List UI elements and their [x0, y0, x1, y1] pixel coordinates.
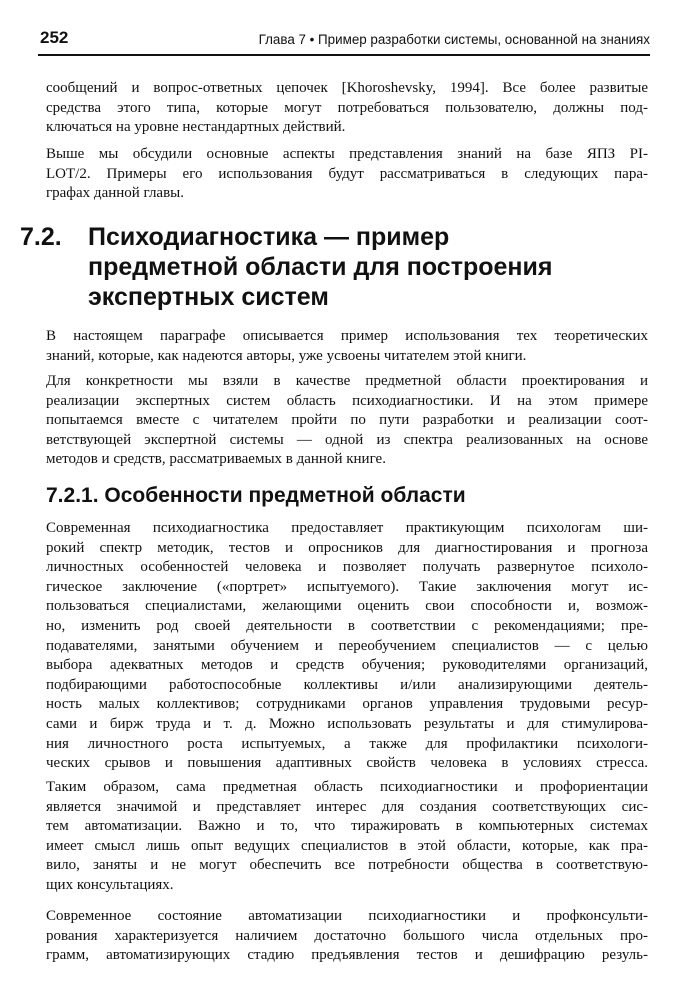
- text-line: ческих срывов и повышения адаптивных свойств человека в условиях стресса.: [46, 755, 648, 772]
- paragraph: [46, 778, 648, 896]
- text-line: реализации экспертных систем область психодиагностики. И на этом примере: [46, 392, 648, 409]
- text-line: LOT/2. Примеры его использования будут рассматриваться в следующих пара-: [46, 165, 648, 182]
- text-line: ность малых коллективов; сотрудниками органов управления трудовыми ресур-: [46, 696, 648, 713]
- text-line: рокий спектр методик, тестов и опросников для диагностирования и прогноза: [46, 539, 648, 556]
- page-number: 252: [40, 28, 69, 47]
- paragraph: [46, 145, 648, 204]
- text-line: средства этого типа, которые могут потребоваться пользователю, должны под-: [46, 99, 648, 116]
- section-title-line: экспертных систем: [88, 283, 329, 311]
- subsection-heading: 7.2.1. Особенности предметной области: [46, 484, 466, 507]
- text-line: гическое заключение («портрет» испытуемого). Такие заключения могут ис-: [46, 578, 648, 595]
- text-line: В настоящем параграфе описывается пример использования тех теоретических: [46, 328, 648, 344]
- text-line: ключаться на уровне нестандартных действий.: [46, 119, 346, 136]
- section-title-line: предметной области для построения: [88, 253, 553, 281]
- text-line: Современная психодиагностика предоставляет практикующим психологам ши-: [46, 520, 648, 536]
- text-line: выбора адекватных методов и средств обучения; руководителями организаций,: [46, 657, 648, 674]
- text-line: рования характеризуется наличием достаточно большого числа отдельных про-: [46, 927, 648, 944]
- text-line: грамм, автоматизирующих стадию предъявления тестов и дешифрацию резуль-: [46, 947, 648, 964]
- text-line: тем автоматизации. Важно и то, что тиражировать в компьютерных системах: [46, 818, 648, 835]
- running-head: Глава 7 • Пример разработки системы, основанной на знаниях: [258, 32, 650, 47]
- text-line: знаний, которые, как надеются авторы, уже усвоены читателем этой книги.: [46, 347, 527, 364]
- text-line: сообщений и вопрос-ответных цепочек [Khoroshevsky, 1994]. Все более развитые: [46, 80, 648, 96]
- text-line: личностных особенностей человека и позволяет получать развернутое психоло-: [46, 559, 648, 576]
- text-line: Для конкретности мы взяли в качестве предметной области проектирования и: [46, 373, 648, 389]
- text-line: является значимой и представляет интерес для создания соответствующих сис-: [46, 798, 648, 815]
- text-line: пользоваться специалистами, желающими оценить свои способности и, возмож-: [46, 598, 648, 615]
- text-line: имеет смысл лишь опыт ведущих специалистов в этой области, которые, как пра-: [46, 837, 648, 854]
- paragraph: [46, 519, 648, 774]
- text-line: ветствующей экспертной системы — одной из спектра реализованных на основе: [46, 431, 648, 448]
- paragraph: [46, 79, 648, 138]
- text-line: Современное состояние автоматизации психодиагностики и профконсульти-: [46, 908, 648, 924]
- section-number: 7.2.: [20, 223, 62, 251]
- paragraph: [46, 372, 648, 470]
- section-title-line: Психодиагностика — пример: [88, 223, 450, 251]
- text-line: подбирающими работоспособные коллективы и/или анализирующими деятель-: [46, 676, 648, 693]
- text-line: ния личностного роста испытуемых, а также для профилактики психологи-: [46, 735, 648, 752]
- text-line: подавателями, занятыми обучением и переобучением специалистов — с целью: [46, 637, 648, 654]
- text-line: щих консультациях.: [46, 876, 174, 893]
- text-line: попытаемся вместе с читателем пройти по пути разработки и реализации соот-: [46, 412, 648, 429]
- text-line: но, изменить род своей деятельности в соответствии с рекомендациями; пре-: [46, 617, 648, 634]
- paragraph: [46, 907, 648, 966]
- text-line: вило, заняты и не могут обеспечить все потребности общества в соответствую-: [46, 857, 648, 874]
- text-line: методов и средств, рассматриваемых в данной книге.: [46, 451, 386, 468]
- text-line: Выше мы обсудили основные аспекты представления знаний на базе ЯПЗ PI-: [46, 146, 648, 162]
- paragraph: [46, 327, 648, 366]
- text-line: графах данной главы.: [46, 185, 185, 202]
- text-line: сами и бирж труда и т. д. Можно использовать результаты и для стимулирова-: [46, 715, 648, 732]
- page-header: [38, 30, 650, 56]
- section-heading: [20, 222, 552, 312]
- text-line: Таким образом, сама предметная область психодиагностики и профориентации: [46, 779, 648, 795]
